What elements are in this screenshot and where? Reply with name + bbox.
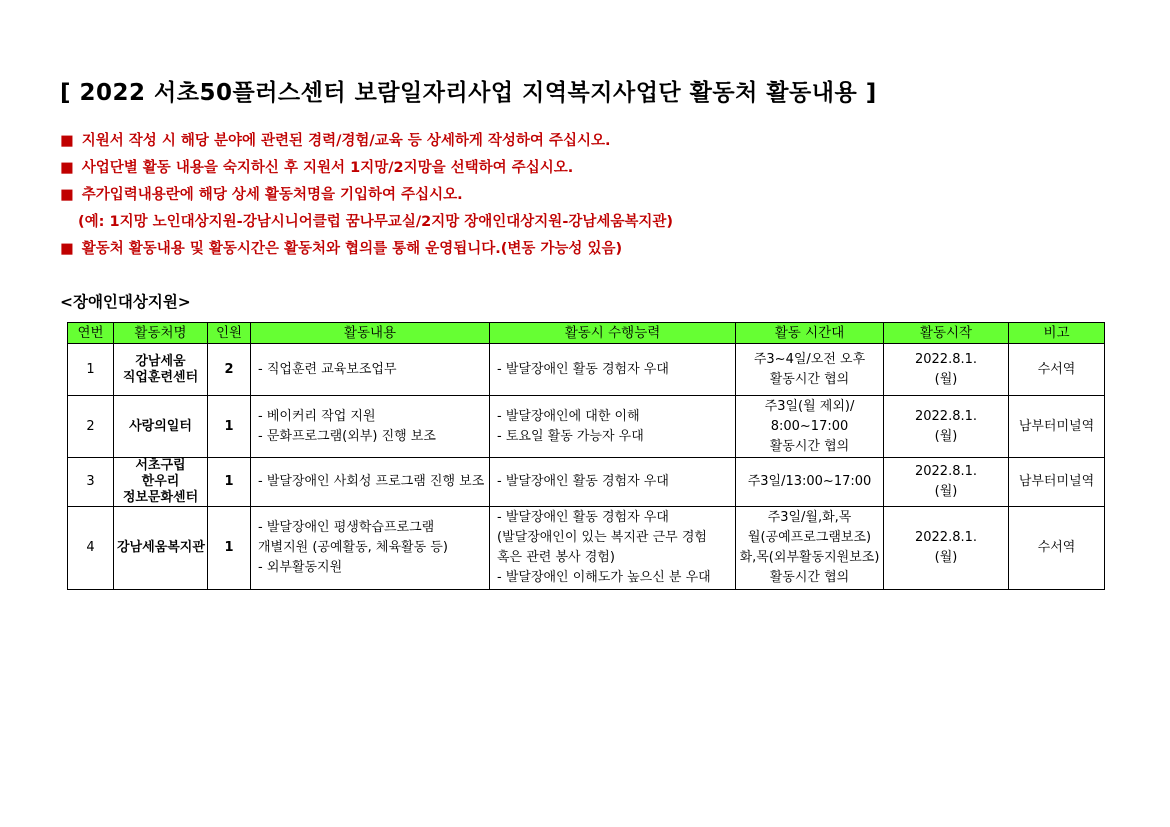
activity-content: - 베이커리 작업 지원 - 문화프로그램(외부) 진행 보조 — [251, 396, 490, 458]
required-ability: - 발달장애인 활동 경험자 우대 (발달장애인이 있는 복지관 근무 경험 혹은 관련 봉사 경험) - 발달장애인 이해도가 높으신 분 우대 — [490, 507, 736, 590]
square-bullet-icon: ■ — [60, 160, 74, 176]
row-number: 2 — [68, 396, 114, 458]
notice-item — [60, 155, 673, 182]
notice-item — [60, 182, 673, 209]
head-count: 1 — [208, 458, 251, 507]
head-count: 2 — [208, 344, 251, 396]
row-number: 4 — [68, 507, 114, 590]
table-row — [68, 507, 1105, 590]
start-date: 2022.8.1. (월) — [884, 507, 1009, 590]
table-row — [68, 458, 1105, 507]
notice-item — [60, 128, 673, 155]
notice-text: (예: 1지망 노인대상지원-강남시니어클럽 꿈나무교실/2지망 장애인대상지원-강남세움복지관) — [78, 214, 674, 230]
activity-time: 주3일/월,화,목 월(공예프로그램보조) 화,목(외부활동지원보조) 활동시간 협의 — [736, 507, 884, 590]
page-title: [ 2022 서초50플러스센터 보람일자리사업 지역복지사업단 활동처 활동내용 ] — [60, 80, 877, 106]
required-ability: - 발달장애인 활동 경험자 우대 — [490, 344, 736, 396]
remark: 수서역 — [1009, 344, 1105, 396]
head-count: 1 — [208, 507, 251, 590]
required-ability: - 발달장애인 활동 경험자 우대 — [490, 458, 736, 507]
activity-table — [67, 322, 1105, 590]
start-date: 2022.8.1. (월) — [884, 344, 1009, 396]
notice-text: 활동처 활동내용 및 활동시간은 활동처와 협의를 통해 운영됩니다.(변동 가능성 있음) — [81, 241, 623, 257]
table-row — [68, 396, 1105, 458]
row-number: 3 — [68, 458, 114, 507]
start-date: 2022.8.1. (월) — [884, 396, 1009, 458]
section-title: <장애인대상지원> — [60, 293, 191, 311]
column-header: 활동내용 — [251, 323, 490, 344]
notice-example — [60, 209, 673, 236]
place-name: 강남세움 직업훈련센터 — [114, 344, 208, 396]
notice-text: 사업단별 활동 내용을 숙지하신 후 지원서 1지망/2지망을 선택하여 주십시오. — [81, 160, 574, 176]
required-ability: - 발달장애인에 대한 이해 - 토요일 활동 가능자 우대 — [490, 396, 736, 458]
column-header: 활동 시간대 — [736, 323, 884, 344]
activity-time: 주3일/13:00~17:00 — [736, 458, 884, 507]
place-name: 강남세움복지관 — [114, 507, 208, 590]
activity-time: 주3일(월 제외)/ 8:00~17:00 활동시간 협의 — [736, 396, 884, 458]
remark: 남부터미널역 — [1009, 396, 1105, 458]
table-row — [68, 344, 1105, 396]
square-bullet-icon: ■ — [60, 241, 74, 257]
notice-text: 추가입력내용란에 해당 상세 활동처명을 기입하여 주십시오. — [81, 187, 463, 203]
remark: 남부터미널역 — [1009, 458, 1105, 507]
table-header-row — [68, 323, 1105, 344]
notice-text: 지원서 작성 시 해당 분야에 관련된 경력/경험/교육 등 상세하게 작성하여 주십시오. — [81, 133, 611, 149]
column-header: 연번 — [68, 323, 114, 344]
activity-time: 주3~4일/오전 오후 활동시간 협의 — [736, 344, 884, 396]
row-number: 1 — [68, 344, 114, 396]
square-bullet-icon: ■ — [60, 187, 74, 203]
column-header: 인원 — [208, 323, 251, 344]
column-header: 활동시작 — [884, 323, 1009, 344]
head-count: 1 — [208, 396, 251, 458]
square-bullet-icon: ■ — [60, 133, 74, 149]
activity-content: - 발달장애인 평생학습프로그램 개별지원 (공예활동, 체육활동 등) - 외부활동지원 — [251, 507, 490, 590]
notice-item — [60, 236, 673, 263]
column-header: 활동처명 — [114, 323, 208, 344]
activity-content: - 발달장애인 사회성 프로그램 진행 보조 — [251, 458, 490, 507]
place-name: 사랑의일터 — [114, 396, 208, 458]
notice-list — [60, 128, 673, 263]
column-header: 활동시 수행능력 — [490, 323, 736, 344]
column-header: 비고 — [1009, 323, 1105, 344]
activity-content: - 직업훈련 교육보조업무 — [251, 344, 490, 396]
remark: 수서역 — [1009, 507, 1105, 590]
place-name: 서초구립 한우리 정보문화센터 — [114, 458, 208, 507]
start-date: 2022.8.1. (월) — [884, 458, 1009, 507]
